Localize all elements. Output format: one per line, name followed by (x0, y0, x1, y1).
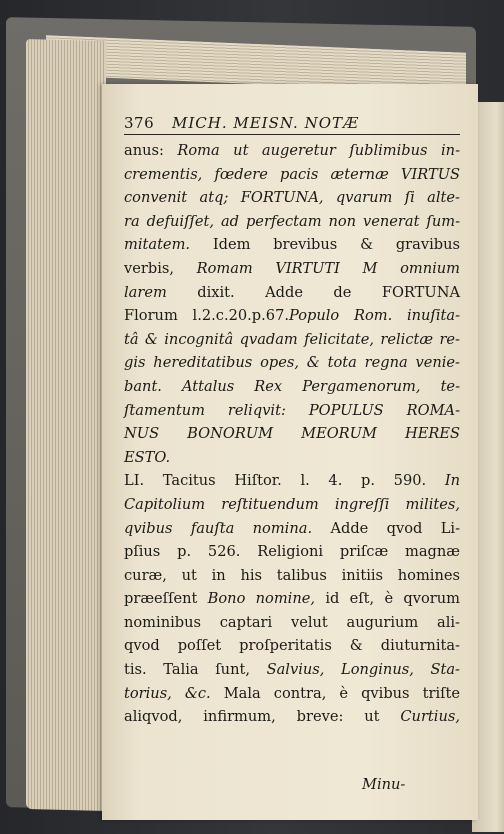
text-run: ra defuiſſet, ad perfectam non venerat ſum- (124, 212, 460, 230)
running-head (124, 114, 460, 135)
text-line (124, 281, 460, 305)
text-line (124, 163, 460, 187)
text-run: Populo Rom. inuſita- (289, 307, 460, 325)
text-run: Adde qvod Li- (312, 519, 461, 537)
text-run: Romam VIRTUTI M omnium (196, 259, 460, 277)
text-run: præeſſent (124, 590, 208, 608)
text-run: LI. Tacitus Hiſtor. l. 4. p. 590. (124, 472, 445, 490)
text-run: nominibus captari velut augurium ali- (124, 613, 460, 631)
text-line (124, 422, 460, 446)
text-run: qvibus fauſta nomina. (124, 519, 313, 537)
text-run: aliqvod, infirmum, breve: ut (124, 708, 401, 726)
text-line (124, 705, 460, 729)
text-run: gis hereditatibus opes, & tota regna venie- (124, 354, 460, 372)
page-number: 376 (124, 114, 155, 132)
text-run: Roma ut augeretur ſublimibus in- (177, 142, 461, 159)
book-page (102, 84, 478, 820)
text-run: pſius p. 526. Religioni priſcæ magnæ (124, 543, 460, 561)
text-run: qvod poſſet proſperitatis & diuturnita- (124, 637, 460, 655)
text-line (124, 634, 460, 658)
text-line (124, 658, 460, 682)
text-run: Capitolium reſtituendum ingreſſi milites, (124, 495, 460, 513)
text-run: Bono nomine, (207, 590, 316, 608)
text-run: Florum l.2.c.20.p.67. (124, 307, 289, 325)
text-run: ESTO. (124, 448, 171, 466)
text-line (124, 210, 460, 234)
text-line (124, 493, 460, 517)
text-line (124, 233, 460, 257)
text-run: curæ, ut in his talibus initiis homines (124, 566, 460, 584)
text-line (124, 328, 460, 352)
text-run: convenit atq; FORTUNA, qvarum ſi alte- (124, 189, 460, 207)
text-run: verbis, (124, 259, 197, 277)
text-run: ſtamentum reliqvit: POPULUS ROMA- (124, 401, 460, 419)
text-run: id eſt, è qvorum (315, 590, 460, 608)
text-line (124, 517, 460, 541)
text-run: In (444, 472, 460, 490)
text-run: bant. Attalus Rex Pergamenorum, te- (124, 377, 460, 395)
running-head-title: MICH. MEISN. NOTÆ (172, 114, 360, 132)
text-line (124, 564, 460, 588)
text-line (124, 186, 460, 210)
text-run: dixit. Adde de FORTUNA (166, 283, 460, 301)
text-line (124, 399, 460, 423)
text-run: Idem brevibus & gravibus (190, 236, 460, 254)
text-line (124, 375, 460, 399)
text-line (124, 304, 460, 328)
text-line (124, 469, 460, 493)
text-run: crementis, fœdere pacis æternæ VIRTUS (124, 165, 460, 183)
text-run: NUS BONORUM MEORUM HERES (124, 425, 460, 443)
text-run: tâ & incognitâ qvadam felicitate, relictæ re- (124, 330, 460, 348)
page-text (124, 114, 460, 729)
text-run: Salvius, Longinus, Sta- (266, 661, 460, 679)
text-line (124, 351, 460, 375)
text-line (124, 446, 460, 470)
text-line (124, 611, 460, 635)
catchword: Minu- (362, 776, 406, 793)
body-text (124, 139, 460, 729)
text-run: Mala contra, è qvibus triſte (210, 684, 461, 702)
text-run: mitatem. (124, 236, 191, 254)
text-run: tis. Talia ſunt, (124, 661, 267, 679)
text-line (124, 139, 460, 163)
text-line (124, 257, 460, 281)
page-edges-left (26, 39, 106, 811)
text-line (124, 682, 460, 706)
text-run: anus: (124, 142, 178, 159)
text-line (124, 540, 460, 564)
text-line (124, 587, 460, 611)
book (6, 22, 504, 822)
text-run: torius, &c. (124, 684, 211, 702)
text-run: larem (124, 283, 167, 301)
text-run: Curtius, (400, 708, 460, 726)
